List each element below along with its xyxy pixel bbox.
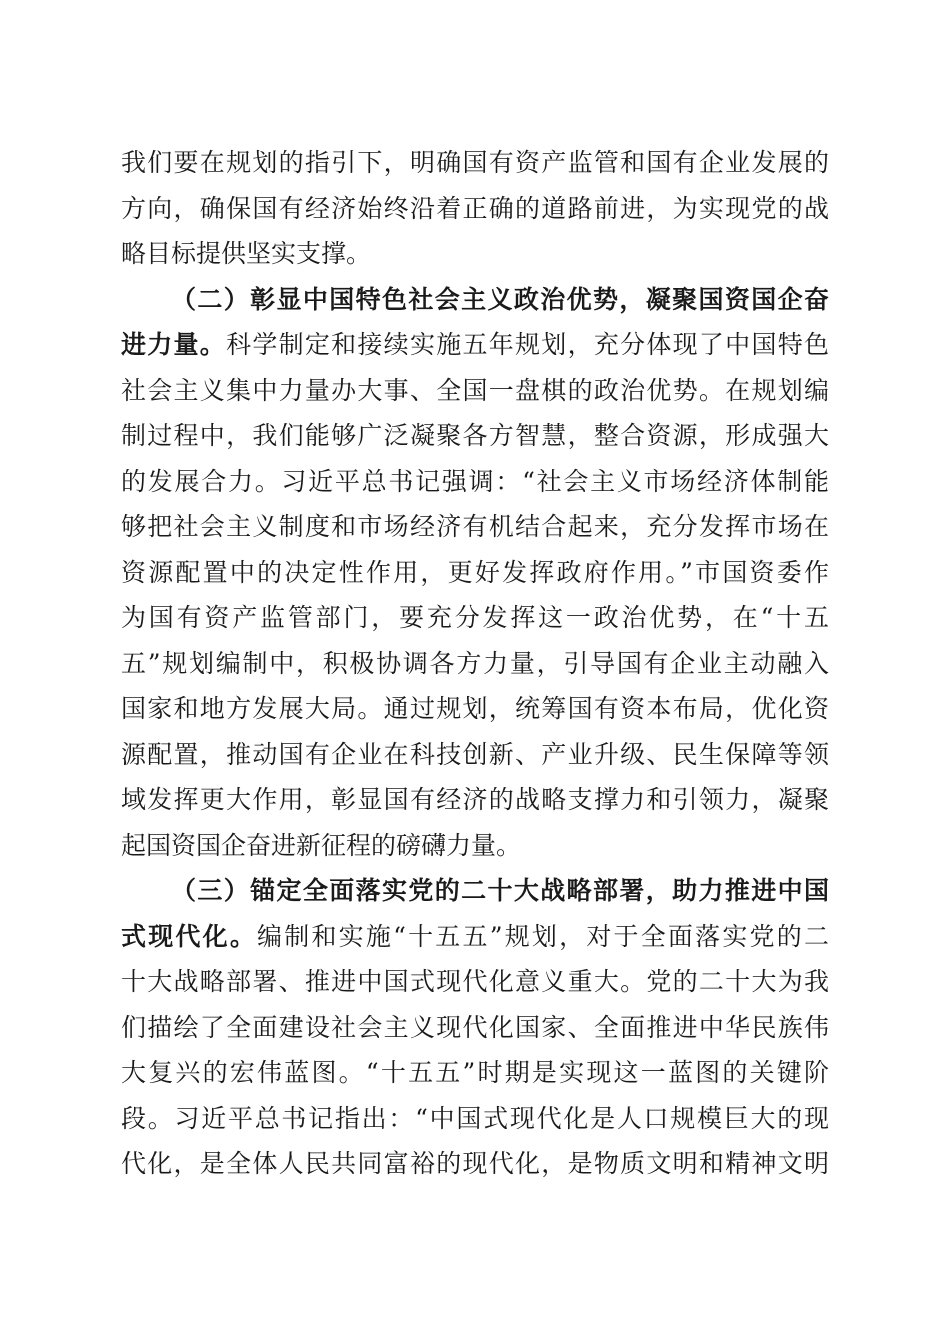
paragraph-3-line: 大复兴的宏伟蓝图。“十五五”时期是实现这一蓝图的关键阶 [121, 1058, 829, 1087]
paragraph-3-text: 编制和实施“十五五”规划，对于全面落实党的二 [257, 921, 829, 951]
paragraph-2-line: 五”规划编制中，积极协调各方力量，引导国有企业主动融入 [121, 648, 829, 678]
paragraph-2-line: 制过程中，我们能够广泛凝聚各方智慧，整合资源，形成强大 [121, 421, 829, 450]
paragraph-2-line: 源配置，推动国有企业在科技创新、产业升级、民生保障等领 [121, 739, 829, 769]
paragraph-2-line: 起国资国企奋进新征程的磅礴力量。 [121, 830, 522, 860]
paragraph-3-line: 们描绘了全面建设社会主义现代化国家、全面推进中华民族伟 [121, 1012, 829, 1042]
section-3-heading: （三）锚定全面落实党的二十大战略部署，助力推进中国 [171, 876, 829, 905]
paragraph-3-line: 代化，是全体人民共同富裕的现代化，是物质文明和精神文明 [121, 1149, 829, 1178]
paragraph-3-line [121, 914, 829, 960]
paragraph-1-line: 我们要在规划的指引下，明确国有资产监管和国有企业发展的 [121, 148, 829, 177]
paragraph-2-line: 为国有资产监管部门，要充分发挥这一政治优势，在“十五 [121, 603, 829, 632]
paragraph-2-line: 够把社会主义制度和市场经济有机结合起来，充分发挥市场在 [121, 512, 829, 541]
paragraph-2-text: 科学制定和接续实施五年规划，充分体现了中国特色 [226, 330, 829, 359]
paragraph-1-line: 方向，确保国有经济始终沿着正确的道路前进，为实现党的战 [121, 193, 829, 223]
paragraph-3-line: 十大战略部署、推进中国式现代化意义重大。党的二十大为我 [121, 967, 829, 996]
paragraph-2-line: 域发挥更大作用，彰显国有经济的战略支撑力和引领力，凝聚 [121, 785, 829, 814]
paragraph-2-line: 国家和地方发展大局。通过规划，统筹国有资本布局，优化资 [121, 694, 829, 723]
paragraph-2-line [121, 322, 829, 368]
paragraph-2-line: 的发展合力。习近平总书记强调：“社会主义市场经济体制能 [121, 466, 829, 496]
paragraph-3-line: 段。习近平总书记指出：“中国式现代化是人口规模巨大的现 [121, 1103, 829, 1133]
section-2-heading-end: 进力量。 [121, 330, 227, 359]
section-3-heading-end: 式现代化。 [121, 921, 258, 951]
document-body [121, 140, 829, 1187]
paragraph-1-line: 略目标提供坚实支撑。 [121, 239, 372, 268]
paragraph-2-line: 资源配置中的决定性作用，更好发挥政府作用。”市国资委作 [121, 557, 829, 587]
section-2-heading: （二）彰显中国特色社会主义政治优势，凝聚国资国企奋 [171, 284, 829, 314]
paragraph-2-line: 社会主义集中力量办大事、全国一盘棋的政治优势。在规划编 [121, 375, 829, 405]
